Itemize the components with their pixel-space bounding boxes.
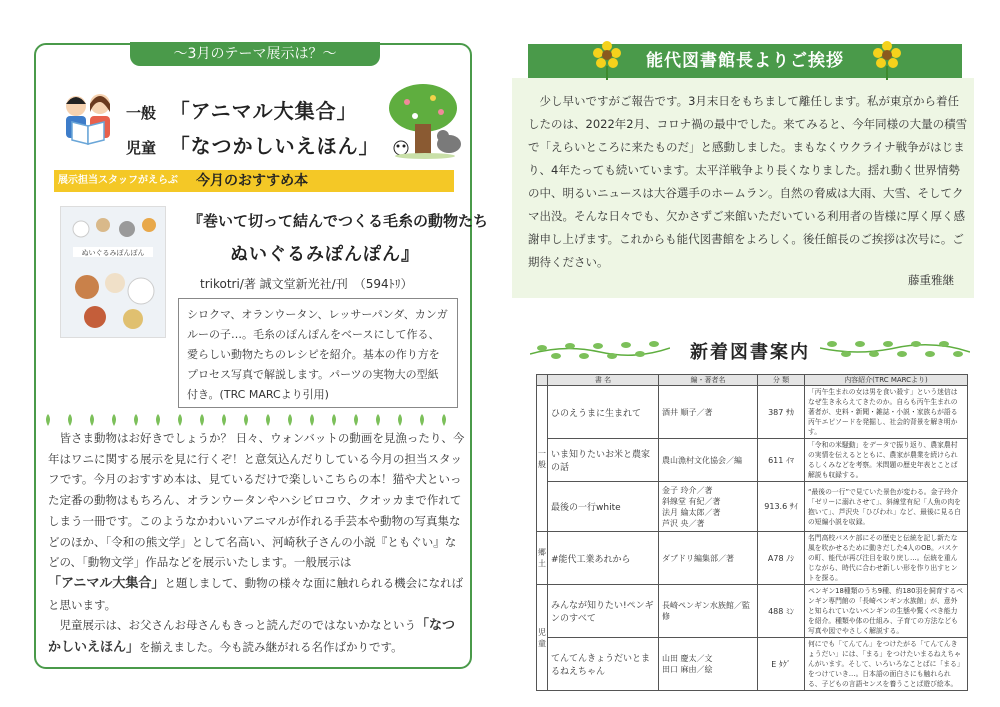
theme-general-category: 一般 [126,104,157,122]
theme-general [126,95,358,124]
book-author-cell: 金子 玲介／著 斜線堂 有紀／著 法月 綸太郎／著 芦沢 央／著 [659,482,758,532]
book-author-cell: ダブドリ編集部／著 [659,532,758,585]
theme-header: ～3月のテーマ展示は？～ [130,42,380,66]
book-class-cell: 913.6 ｻｲ [758,482,805,532]
greeting-signature: 藤重雅継 [908,273,954,287]
category-cell: 児童 [537,585,548,691]
book-description: シロクマ、オランウータン、レッサーパンダ、カンガルーの子…。毛糸のぽんぽんをベースにして作る、愛らしい動物たちのレシピを紹介。基本の作り方をプロセス写真で解説します。パーツの実物大の型紙付き。(TRC MARCより引用) [178,298,458,408]
book-title-cell: 最後の一行white [548,482,659,532]
book-cover-title: ぬいぐるみぽんぽん [81,249,145,257]
book-title-line1: 『巻いて切って結んでつくる毛糸の動物たち [188,212,489,230]
book-class-cell: 611 ｲﾏ [758,439,805,482]
book-title-cell: いま知りたいお米と農家の話 [548,439,659,482]
leaf-divider [44,414,464,426]
theme-children [126,130,380,159]
children-reading-illustration [58,88,120,150]
table-row [537,439,968,482]
book-content-cell: 名門高校バスケ部にその歴史と伝統を記し新たな風を吹かせるために動きだした4人のOB。バスケの町、能代が再び注目を取り戻し…。伝統を重んじながら、時代に合わせ新しい形を作り出すヒントを探る。 [805,532,968,585]
book-title-cell: ひのえうまに生まれて [548,386,659,439]
book-author-cell: 長崎ペンギン水族館／監修 [659,585,758,638]
theme-children-category: 児童 [126,139,157,157]
essay-paragraph-2 [48,615,466,658]
theme-general-name: 「アニマル大集合」 [169,99,358,123]
book-class-cell: E ﾀｸﾞ [758,638,805,691]
essay-p1-start: 皆さま動物はお好きでしょうか？ 日々、ウォンバットの動画を見漁ったり、今年はワニに関する展示を見に行くぞ！と意気込んだりしている今月の担当スタッフです。今月のおすすめ本は、見ているだけで楽しいこちらの本！猫や犬といった定番の動物はもちろん、オランウータンやハシビロコウ、クオッカまで作れてしまう一冊です。このようなかわいいアニマルが作れる手芸本や動物の写真集などのほか、「令和の熊文学」として名高い、河崎秋子さんの小説『ともぐい』などの、「動物文学」作品などを展示いたします。一般展示は [48,431,465,570]
new-books-table [536,374,968,691]
essay-p2-start: 児童展示は、お父さんお母さんもきっと読んだのではないかなという [59,618,416,633]
essay-p2-end: を揃えました。今も読み継がれる名作ばかりです。 [139,640,403,655]
table-row [537,585,968,638]
book-content-cell: ペンギン18種類のうち9種、約180羽を飼育するペンギン専門館の「長崎ペンギン水族館」が、意外と知られていないペンギンの生態や驚くべき能力を紹介。種類や体の仕組み、子育ての方法なども写真や図でやさしく解説する。 [805,585,968,638]
book-content-cell: 「丙午生まれの女は男を食い殺す」という迷信はなぜ生き永らえてきたのか。自らも丙午生まれの著者が、史料・新聞・雑誌・小説・家族らが語る丙午エピソードを発掘し、社会的背景を解き明かす。 [805,386,968,439]
book-author-cell: 農山漁村文化協会／編 [659,439,758,482]
staff-essay [48,428,466,659]
greeting-title: 能代図書館長よりご挨拶 [646,51,844,71]
book-cover-image [60,206,166,338]
new-books-title: 新着図書案内 [690,342,810,363]
table-row [537,386,968,439]
category-cell: 一般 [537,386,548,532]
book-class-cell: A78 ﾉｼ [758,532,805,585]
header-class: 分 類 [758,375,805,386]
theme-children-name: 「なつかしいえほん」 [169,134,380,158]
book-author-cell: 山田 慶太／文 田口 麻由／絵 [659,638,758,691]
book-content-cell: 「令和の米騒動」をデータで振り返り、農家農村の実情を伝えるとともに、農家が農業を続けられるしくみなどを考察。米問題の歴史年表とことば解説も収録する。 [805,439,968,482]
header-category [537,375,548,386]
essay-p2-highlight: 「なつかしいえほん」 [48,618,456,656]
category-cell: 郷土 [537,532,548,585]
table-row [537,638,968,691]
book-author-cell: 酒井 順子／著 [659,386,758,439]
book-title-cell: #能代工業あれから [548,532,659,585]
staff-label: 展示担当スタッフがえらぶ [58,175,178,186]
essay-p1-end: と題しまして、動物の様々な面に触れられる機会になればと思います。 [48,575,464,612]
book-class-cell: 387 ｻｶ [758,386,805,439]
book-content-cell: 何にでも「てんてん」をつけたがる「てんてんきょうだい」には、「まる」をつけたいまるねえちゃんがいます。そして、いろいろなことばに「まる」をつけていき…。日本語の面白さにも触れられる、子どもの言語センスを養うことば遊び絵本。 [805,638,968,691]
recommend-title: 今月のおすすめ本 [196,173,309,189]
table-header-row [537,375,968,386]
book-title-cell: みんなが知りたい!ペンギンのすべて [548,585,659,638]
animal-tree-illustration [385,80,465,160]
header-author: 編・著者名 [659,375,758,386]
book-content-cell: “最後の一行”で見ていた景色が変わる。金子玲介「ゼリーに溺れさせて」、斜線堂有紀「人魚の肉を抱いて」、芦沢央「ひびわれ」など、最後に見る白の短編小説を収録。 [805,482,968,532]
header-title: 書 名 [548,375,659,386]
table-row [537,482,968,532]
book-author-publisher: trikotri/著 誠文堂新光社/刊 （594ﾄﾘ） [200,277,413,291]
essay-p1-highlight: 「アニマル大集合」 [48,575,165,591]
vine-decoration [820,338,970,362]
book-title-cell: てんてんきょうだいとまるねえちゃん [548,638,659,691]
book-title-line2: ぬいぐるみぽんぽん』 [230,244,420,265]
vine-decoration [530,338,670,362]
essay-paragraph-1 [48,428,466,615]
header-content: 内容紹介(TRC MARCより) [805,375,968,386]
greeting-text: 少し早いですがご報告です。3月末日をもちまして離任します。私が東京から着任したのは、2022年2月、コロナ禍の最中でした。来てみると、今年同様の大量の積雪で「えらいところに来たものだ」と感動しました。まもなくウクライナ戦争がはじまり、4年たっても続いています。太平洋戦争より長くなりました。揺れ動く世界情勢の中、明るいニュースは大谷選手のホームラン。自然の脅威は大雨、大雪、そしてクマ出没。そんな日々でも、欠かさずご来館いただいている利用者の皆様に厚く厚く感謝申し上げます。これからも能代図書館をよろしく。後任館長のご挨拶は次号に。ご期待ください。 [528,94,968,269]
book-class-cell: 488 ﾐﾝ [758,585,805,638]
table-row [537,532,968,585]
